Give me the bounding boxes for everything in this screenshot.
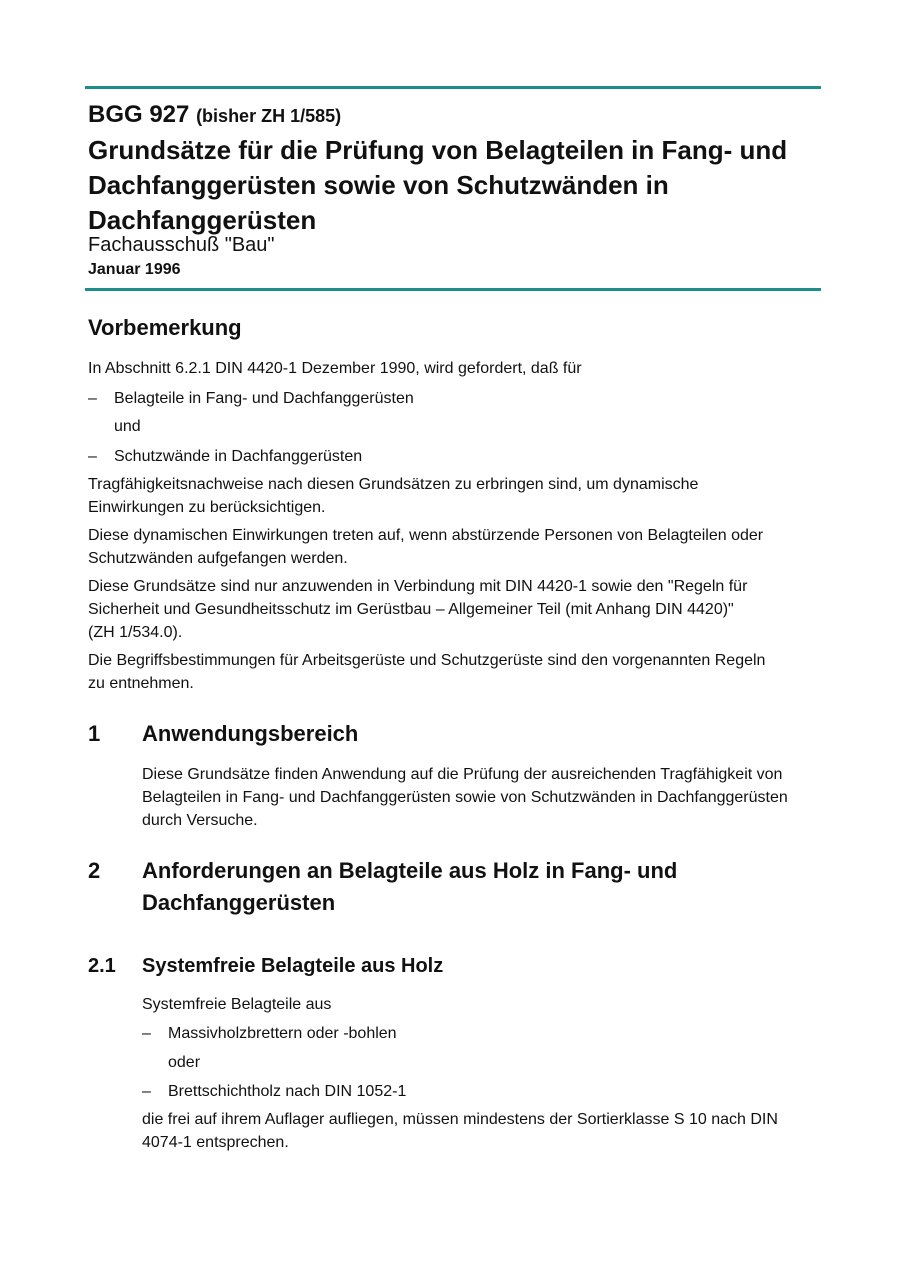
paragraph-line: Sicherheit und Gesundheitsschutz im Gerüstbau – Allgemeiner Teil (mit Anhang DIN 4420)"	[88, 601, 734, 618]
paragraph-line: Belagteilen in Fang- und Dachfanggerüsten sowie von Schutzwänden in Dachfanggerüsten	[142, 789, 788, 806]
bullet-marker: –	[88, 390, 97, 407]
paragraph-line: Diese dynamischen Einwirkungen treten auf, wenn abstürzende Personen von Belagteilen oder	[88, 527, 764, 544]
subsection-heading: Systemfreie Belagteile aus Holz	[142, 955, 444, 977]
header-top-rule	[85, 86, 821, 89]
section-number: 1	[88, 721, 101, 746]
list-item: Brettschichtholz nach DIN 1052-1	[168, 1083, 407, 1100]
list-connector: und	[114, 418, 141, 435]
bullet-marker: –	[88, 448, 97, 465]
paragraph-line: Diese Grundsätze sind nur anzuwenden in Verbindung mit DIN 4420-1 sowie den "Regeln für	[88, 578, 748, 595]
paragraph-line: die frei auf ihrem Auflager aufliegen, müssen mindestens der Sortierklasse S 10 nach DIN	[142, 1111, 778, 1128]
document-title: Grundsätze für die Prüfung von Belagteilen in Fang- und Dachfanggerüsten sowie von Schutzwänden in Dachfanggerüsten	[88, 135, 788, 235]
preliminary-heading: Vorbemerkung	[88, 315, 242, 340]
previous-number: (bisher ZH 1/585)	[196, 106, 342, 126]
paragraph-line: Diese Grundsätze finden Anwendung auf die Prüfung der ausreichenden Tragfähigkeit von	[142, 766, 783, 783]
preliminary-intro: In Abschnitt 6.2.1 DIN 4420-1 Dezember 1990, wird gefordert, daß für	[88, 360, 582, 377]
bullet-marker: –	[142, 1083, 151, 1100]
committee-name: Fachausschuß "Bau"	[88, 234, 275, 256]
section-heading-scope: Anwendungsbereich	[142, 721, 359, 746]
bullet-marker: –	[142, 1025, 151, 1042]
document-code	[88, 100, 341, 131]
list-item: Massivholzbrettern oder -bohlen	[168, 1025, 397, 1042]
section-heading-requirements: Anforderungen an Belagteile aus Holz in Fang- und	[142, 858, 678, 883]
paragraph-line: Schutzwänden aufgefangen werden.	[88, 550, 348, 567]
publication-date: Januar 1996	[88, 261, 181, 278]
subsection-number: 2.1	[88, 955, 116, 977]
section-heading-requirements-cont: Dachfanggerüsten	[142, 890, 336, 915]
section-number: 2	[88, 858, 101, 883]
paragraph-line: (ZH 1/534.0).	[88, 624, 183, 641]
paragraph-line: Systemfreie Belagteile aus	[142, 996, 332, 1013]
paragraph-line: Die Begriffsbestimmungen für Arbeitsgerüste und Schutzgerüste sind den vorgenannten Regeln	[88, 652, 766, 669]
header-bottom-rule	[85, 288, 821, 291]
document-number: BGG 927	[88, 101, 190, 128]
paragraph-line: durch Versuche.	[142, 812, 258, 829]
paragraph-line: 4074-1 entsprechen.	[142, 1134, 289, 1151]
paragraph-line: Einwirkungen zu berücksichtigen.	[88, 499, 326, 516]
list-connector: oder	[168, 1054, 201, 1071]
list-item: Schutzwände in Dachfanggerüsten	[114, 448, 363, 465]
paragraph-line: Tragfähigkeitsnachweise nach diesen Grundsätzen zu erbringen sind, um dynamische	[88, 476, 699, 493]
list-item: Belagteile in Fang- und Dachfanggerüsten	[114, 390, 414, 407]
paragraph-line: zu entnehmen.	[88, 675, 194, 692]
